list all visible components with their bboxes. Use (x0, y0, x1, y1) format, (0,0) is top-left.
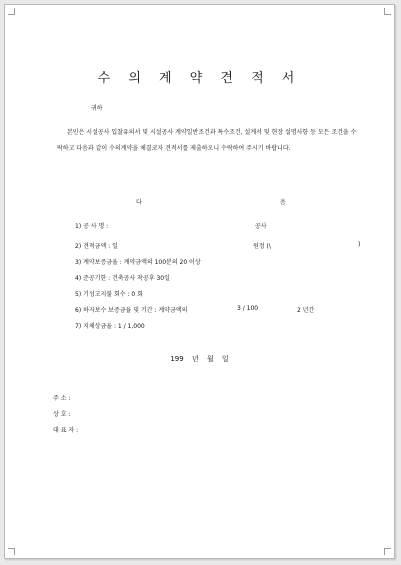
signature-company: 상 호 : (53, 411, 71, 418)
item-suffix-close: ) (358, 241, 361, 248)
document-page (4, 4, 395, 559)
item-label: 4) 준공기한 : 건축공사 착공후 30일 (75, 275, 170, 282)
item-period: 2 년간 (297, 307, 315, 314)
item-rate: 3 / 100 (237, 305, 259, 312)
page-corner-mark (384, 548, 391, 555)
section-heading-right: 음 (280, 199, 286, 206)
page-corner-mark (384, 8, 391, 15)
item-label: 1) 공 사 명 : (75, 223, 109, 230)
recipient-label: 귀하 (91, 105, 103, 112)
item-label: 3) 계약보증금율 : 계약금액의 100분의 20 이상 (75, 259, 201, 266)
page-corner-mark (8, 8, 15, 15)
document-title: 수 의 계 약 견 적 서 (97, 71, 302, 86)
item-label: 5) 기성고지불 회수 : 0 회 (75, 291, 143, 298)
item-label: 2) 견적금액 : 일 (75, 243, 118, 250)
item-label: 7) 지체상금율 : 1 / 1,000 (75, 323, 145, 330)
page-corner-mark (8, 548, 15, 555)
body-paragraph: 본인은 시설공사 입찰유의서 및 시설공사 계약일반조건과 특수조건, 설계서 및 현장 설명사항 등 모든 조건을 수락하고 다음과 같이 수의계약을 체결코자 견적서를 제출하오니 수락하여 주시기 바랍니다. (57, 129, 357, 152)
signature-address: 주 소 : (53, 395, 71, 402)
item-label: 6) 하자보수 보증금율 및 기간 : 계약금액의 (75, 307, 188, 314)
item-suffix: 원정 (\ (253, 243, 271, 250)
section-heading-left: 다 (136, 199, 142, 206)
item-suffix: 공사 (255, 223, 267, 230)
signature-representative: 대 표 자 : (53, 427, 79, 434)
date-line: 199 년 월 일 (170, 355, 229, 363)
